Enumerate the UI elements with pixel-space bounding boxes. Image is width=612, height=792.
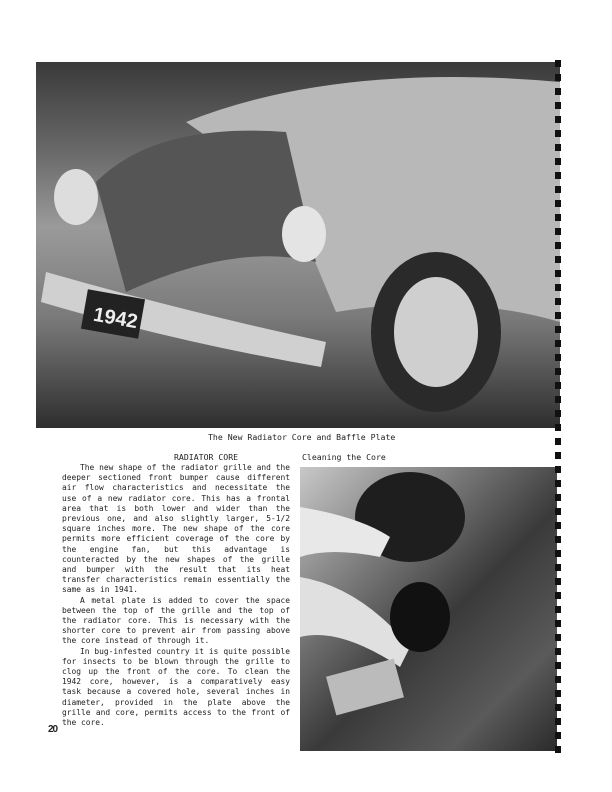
license-plate-text: 1942 <box>91 303 140 334</box>
binding-marks <box>555 60 561 760</box>
left-headlight <box>54 169 98 225</box>
cleaning-illustration <box>300 467 557 751</box>
page-number: 20 <box>48 724 58 735</box>
bottom-photo-caption: Cleaning the Core <box>302 452 386 462</box>
cleaning-core-photo <box>300 467 557 751</box>
latch-plate <box>326 659 404 716</box>
paragraph: The new shape of the radiator grille and the deeper sectioned front bumper cause different air flow characteristics and necessitate the use of a new radiator core. This has a frontal area that is both lower and wider than the previous one, and also slightly larger, 5-1/2 square inches more. The new shape of the core permits more efficient coverage of the core by the engine fan, but this advantage is counteracted by the new shapes of the grille and bumper with the result that its heat transfer characteristics remain essentially the same as in 1941. <box>62 463 290 595</box>
top-photo-caption: The New Radiator Core and Baffle Plate <box>208 432 396 442</box>
car-front-photo <box>36 62 560 428</box>
hubcap <box>394 277 478 387</box>
access-hole <box>390 582 450 652</box>
paragraph: A metal plate is added to cover the space between the top of the grille and the top of the radiator core. This is necessary with the shorter core to prevent air from passing above the core instead of through it. <box>62 595 290 646</box>
engine-bay <box>96 131 316 292</box>
body-text <box>62 463 290 728</box>
paragraph: In bug-infested country it is quite possible for insects to be blown through the grille to clog up the front of the core. To clean the 1942 core, however, is a comparatively easy task because a covered hole, several inches in diameter, provided in the plate above the grille and core, permits access to the front of the core. <box>62 646 290 728</box>
section-heading: RADIATOR CORE <box>174 452 239 462</box>
right-headlight <box>282 206 326 262</box>
car-illustration <box>36 62 560 428</box>
